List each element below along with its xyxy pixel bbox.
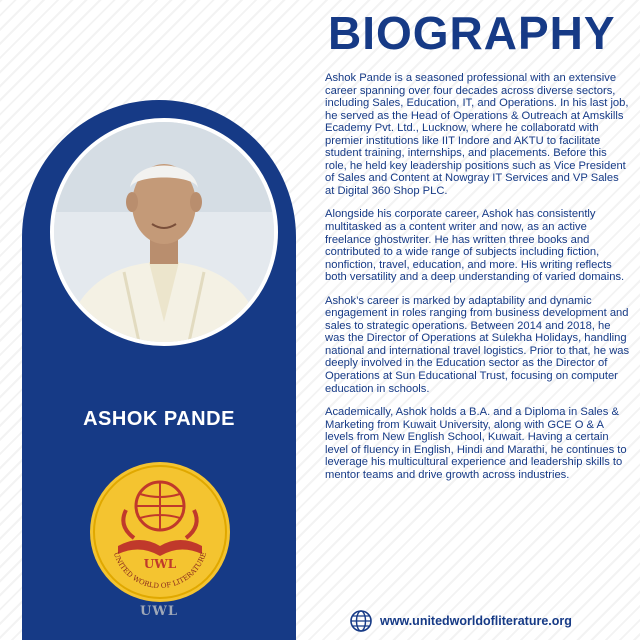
logo-initials: UWL <box>143 557 177 571</box>
uwl-logo <box>88 460 232 604</box>
logo-sub-mark: UWL <box>139 604 179 619</box>
profile-photo <box>50 118 278 346</box>
globe-icon <box>350 610 372 632</box>
page-title: BIOGRAPHY <box>328 7 616 59</box>
website-footer[interactable] <box>350 610 572 632</box>
bio-paragraph: Ashok’s career is marked by adaptability and dynamic engagement in roles ranging from business development and sales to strategic operations. Between 2014 and 2018, he was the Director of Operations at Sulekha Holidays, handling national and international travel logistics. Prior to that, he was deeply involved in the Education sector as the Director of Operations at Sun Educational Trust, focusing on computer education in schools. <box>325 294 630 395</box>
biography-text <box>325 72 631 492</box>
website-link[interactable]: www.unitedworldofliterature.org <box>380 614 572 628</box>
bio-paragraph: Academically, Ashok holds a B.A. and a Diploma in Sales & Marketing from Kuwait University, along with GCE O & A levels from New English School, Kuwait. Having a certain level of fluency in English, Hindi and Marathi, he continues to leverage his multicultural experience and leadership skills to mentor teams and drive growth across industries. <box>325 406 627 481</box>
profile-name: ASHOK PANDE <box>83 408 235 430</box>
logo-ring-text: UNITED WORLD OF LITERATURE <box>111 551 209 591</box>
bio-paragraph: Alongside his corporate career, Ashok has consistently multitasked as a content writer and now, as an active freelance ghostwriter. He has written three books and contributed to a wide range of subjects including fiction, nonfiction, travel, education, and more. His writing reflects both versatility and a deep understanding of varied domains. <box>325 208 625 284</box>
person-portrait-icon <box>54 122 274 342</box>
bio-paragraph: Ashok Pande is a seasoned professional with an extensive career spanning over four decades across diverse sectors, including Sales, Education, IT, and Operations. In his last job, he served as the Head of Operations & Outreach at Amskills Ecademy Pvt. Ltd., Lucknow, where he collaboratd with premier institutions like IIT Indore and AKTU to facilitate student training, internships, and placements. Before this role, he held key leadership positions such as Vice President of Sales and Content at Nowgray IT Services and VP Sales at Digital 360 Shop PLC. <box>325 72 629 197</box>
